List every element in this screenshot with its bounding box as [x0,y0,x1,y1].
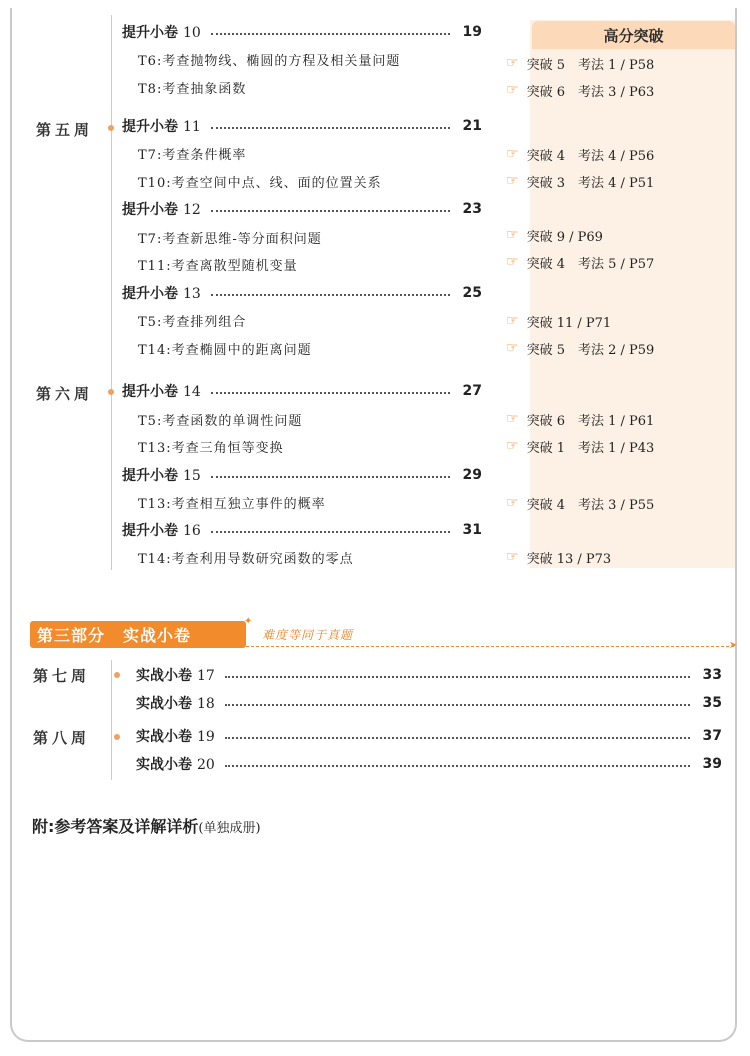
toc-entry[interactable] [136,725,722,747]
page-number: 19 [462,24,482,40]
topic-item: T6:考查抛物线、椭圆的方程及相关量问题 [138,53,401,69]
pointing-hand-icon: ☞ [506,495,519,511]
timeline-dot [114,672,120,678]
page-number: 31 [462,522,482,538]
pointing-hand-icon: ☞ [506,313,519,329]
dot-leader [211,531,450,533]
page-number: 23 [462,201,482,217]
topic-item: T13:考查相互独立事件的概率 [138,496,326,512]
toc-entry[interactable] [122,282,482,304]
breakthrough-ref[interactable]: ☞ 突破 5 考法 1 / P58 [506,55,655,73]
dot-leader [211,33,450,35]
dot-leader [211,392,450,394]
dot-leader [211,127,450,129]
quiz-label: 提升小卷 12 [122,202,201,218]
dot-leader [211,210,450,212]
timeline-dot [108,125,114,131]
topic-item: T11:考查离散型随机变量 [138,258,298,274]
quiz-label: 提升小卷 10 [122,25,201,41]
dot-leader [225,737,690,739]
toc-entry[interactable] [122,21,482,43]
toc-entry[interactable] [136,753,722,775]
toc-entry[interactable] [122,519,482,541]
timeline-dot [114,734,120,740]
breakthrough-ref[interactable]: ☞ 突破 6 考法 1 / P61 [506,411,655,429]
pointing-hand-icon: ☞ [506,82,519,98]
pointing-hand-icon: ☞ [506,438,519,454]
quiz-label: 实战小卷 19 [136,729,215,745]
pointing-hand-icon: ☞ [506,411,519,427]
page-number: 33 [702,667,722,683]
timeline-line [111,15,112,570]
quiz-label: 提升小卷 13 [122,286,201,302]
breakthrough-ref[interactable]: ☞ 突破 4 考法 4 / P56 [506,146,655,164]
quiz-label: 实战小卷 20 [136,757,215,773]
breakthrough-ref[interactable]: ☞ 突破 13 / P73 [506,549,612,567]
week-label: 第八周 [33,729,91,747]
quiz-label: 提升小卷 16 [122,523,201,539]
section-banner: 第三部分 实战小卷 [30,621,246,648]
toc-entry[interactable] [136,664,722,686]
page-number: 39 [702,756,722,772]
dot-leader [225,765,690,767]
timeline-line [111,660,112,780]
toc-entry[interactable] [122,464,482,486]
page-number: 29 [462,467,482,483]
breakthrough-ref[interactable]: ☞ 突破 5 考法 2 / P59 [506,340,655,358]
pointing-hand-icon: ☞ [506,549,519,565]
quiz-label: 提升小卷 14 [122,384,201,400]
dot-leader [225,704,690,706]
toc-entry[interactable] [122,115,482,137]
page-number: 37 [702,728,722,744]
week-label: 第五周 [36,121,94,139]
page-number: 27 [462,383,482,399]
breakthrough-ref[interactable]: ☞ 突破 1 考法 1 / P43 [506,438,655,456]
quiz-label: 提升小卷 15 [122,468,201,484]
topic-item: T8:考查抽象函数 [138,81,247,97]
topic-item: T14:考查椭圆中的距离问题 [138,342,312,358]
toc-entry[interactable] [122,198,482,220]
pointing-hand-icon: ☞ [506,227,519,243]
topic-item: T10:考查空间中点、线、面的位置关系 [138,175,382,191]
breakthrough-ref[interactable]: ☞ 突破 11 / P71 [506,313,612,331]
topic-item: T5:考查函数的单调性问题 [138,413,303,429]
breakthrough-ref[interactable]: ☞ 突破 9 / P69 [506,227,603,245]
breakthrough-ref[interactable]: ☞ 突破 4 考法 3 / P55 [506,495,655,513]
quiz-label: 实战小卷 17 [136,668,215,684]
appendix-entry[interactable]: 附:参考答案及详解详析(单独成册) [32,817,261,836]
timeline-dot [108,389,114,395]
page-number: 21 [462,118,482,134]
breakthrough-ref[interactable]: ☞ 突破 6 考法 3 / P63 [506,82,655,100]
topic-item: T13:考查三角恒等变换 [138,440,284,456]
week-label: 第七周 [33,667,91,685]
page-number: 25 [462,285,482,301]
sidebar-title: 高分突破 [532,21,735,49]
dot-leader [211,476,450,478]
topic-item: T14:考查利用导数研究函数的零点 [138,551,354,567]
dot-leader [211,294,450,296]
arrow-right-icon: ➤ [729,640,738,651]
quiz-label: 实战小卷 18 [136,696,215,712]
toc-entry[interactable] [136,692,722,714]
dashed-divider [246,646,734,647]
sidebar-panel [530,20,735,568]
topic-item: T5:考查排列组合 [138,314,247,330]
toc-entry[interactable] [122,380,482,402]
breakthrough-ref[interactable]: ☞ 突破 3 考法 4 / P51 [506,173,655,191]
dot-leader [225,676,690,678]
pointing-hand-icon: ☞ [506,173,519,189]
pointing-hand-icon: ☞ [506,55,519,71]
section-subtitle: 难度等同于真题 [262,628,354,642]
sparkle-icon: ✦ [244,616,253,627]
quiz-label: 提升小卷 11 [122,119,201,135]
pointing-hand-icon: ☞ [506,340,519,356]
topic-item: T7:考查新思维-等分面积问题 [138,231,322,247]
page-number: 35 [702,695,722,711]
pointing-hand-icon: ☞ [506,254,519,270]
week-label: 第六周 [36,385,94,403]
pointing-hand-icon: ☞ [506,146,519,162]
topic-item: T7:考查条件概率 [138,147,247,163]
breakthrough-ref[interactable]: ☞ 突破 4 考法 5 / P57 [506,254,655,272]
